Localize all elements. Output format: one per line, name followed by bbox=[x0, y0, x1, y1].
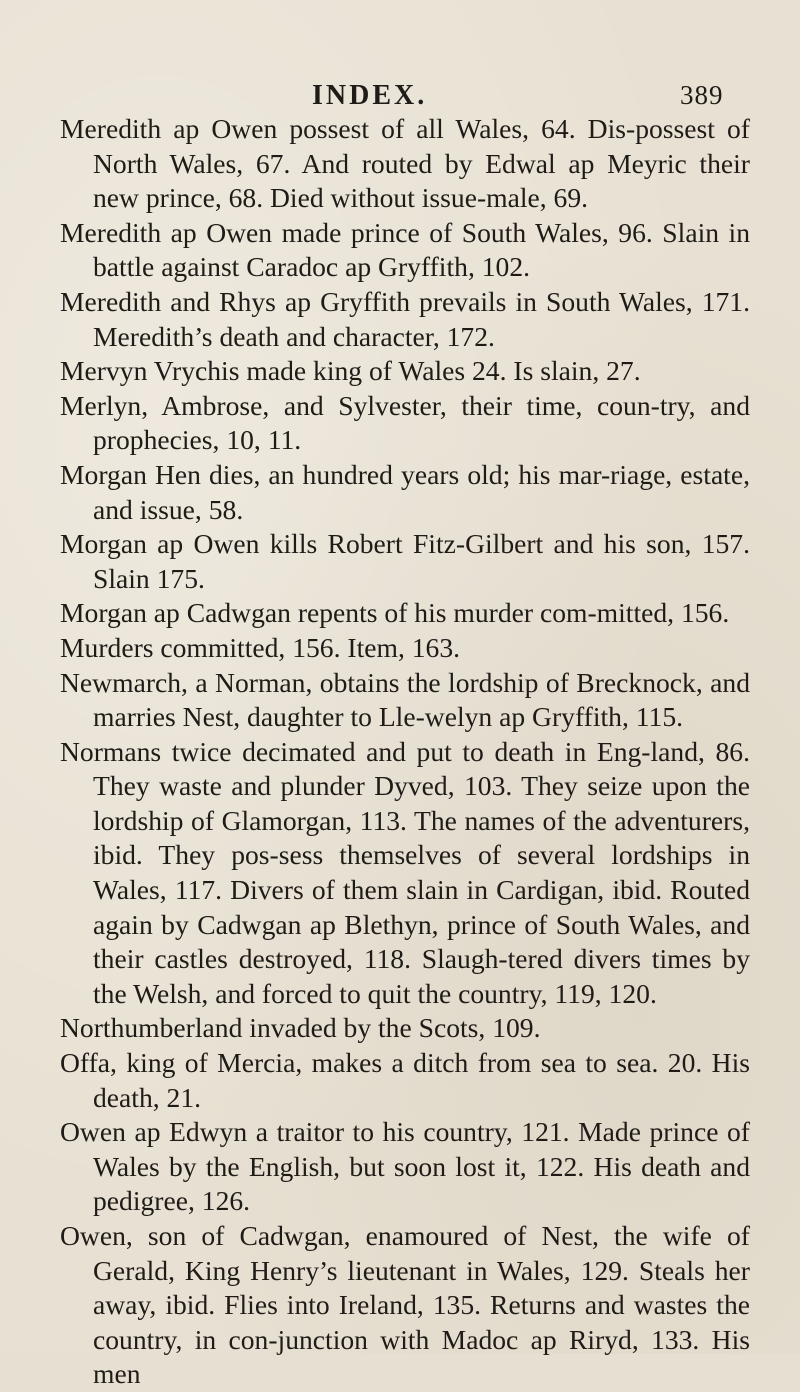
index-entry: Mervyn Vrychis made king of Wales 24. Is slain, 27. bbox=[60, 355, 641, 387]
index-entry: Northumberland invaded by the Scots, 109. bbox=[60, 1012, 541, 1044]
index-entry: Owen ap Edwyn a traitor to his country, 121. Made prince of Wales by the English, but soon lost it, 122. His death and pedigree, 126. bbox=[60, 1116, 750, 1217]
running-head: INDEX. bbox=[312, 80, 428, 111]
index-entry: Murders committed, 156. Item, 163. bbox=[60, 631, 461, 663]
index-entry: Merlyn, Ambrose, and Sylvester, their time, coun-try, and prophecies, 10, 11. bbox=[60, 389, 750, 456]
index-entry: Owen, son of Cadwgan, enamoured of Nest, the wife of Gerald, King Henry’s lieutenant in Wales, 129. Steals her away, ibid. Flies into Ireland, 135. Returns and wastes the country, in con-junction with Madoc ap Riryd, 133. His men bbox=[60, 1220, 750, 1390]
index-entry: Meredith ap Owen made prince of South Wales, 96. Slain in battle against Caradoc ap Gryffith, 102. bbox=[60, 216, 750, 283]
index-entries bbox=[60, 112, 750, 1392]
index-entry: Morgan ap Cadwgan repents of his murder com-mitted, 156. bbox=[60, 597, 730, 629]
index-entry: Morgan Hen dies, an hundred years old; his mar-riage, estate, and issue, 58. bbox=[60, 458, 750, 525]
index-entry: Offa, king of Mercia, makes a ditch from sea to sea. 20. His death, 21. bbox=[60, 1047, 750, 1113]
index-entry: Normans twice decimated and put to death in Eng-land, 86. They waste and plunder Dyved, 103. They seize upon the lordship of Glamorgan, 113. The names of the adventurers, ibid. They pos-sess themselves of several lordships in Wales, 117. Divers of them slain in Cardigan, ibid. Routed again by Cadwgan ap Blethyn, prince of South Wales, and their castles destroyed, 118. Slaugh-tered divers times by the Welsh, and forced to quit the country, 119, 120. bbox=[60, 735, 750, 1009]
index-entry: Newmarch, a Norman, obtains the lordship of Brecknock, and marries Nest, daughter to Lle-welyn ap Gryffith, 115. bbox=[60, 666, 750, 733]
index-entry: Meredith ap Owen possest of all Wales, 64. Dis-possest of North Wales, 67. And routed by Edwal ap Meyric their new prince, 68. Died without issue-male, 69. bbox=[60, 113, 750, 214]
page-number: 389 bbox=[680, 80, 724, 110]
index-entry: Morgan ap Owen kills Robert Fitz-Gilbert and his son, 157. Slain 175. bbox=[60, 528, 750, 594]
index-entry: Meredith and Rhys ap Gryffith prevails in South Wales, 171. Meredith’s death and character, 172. bbox=[60, 285, 750, 352]
